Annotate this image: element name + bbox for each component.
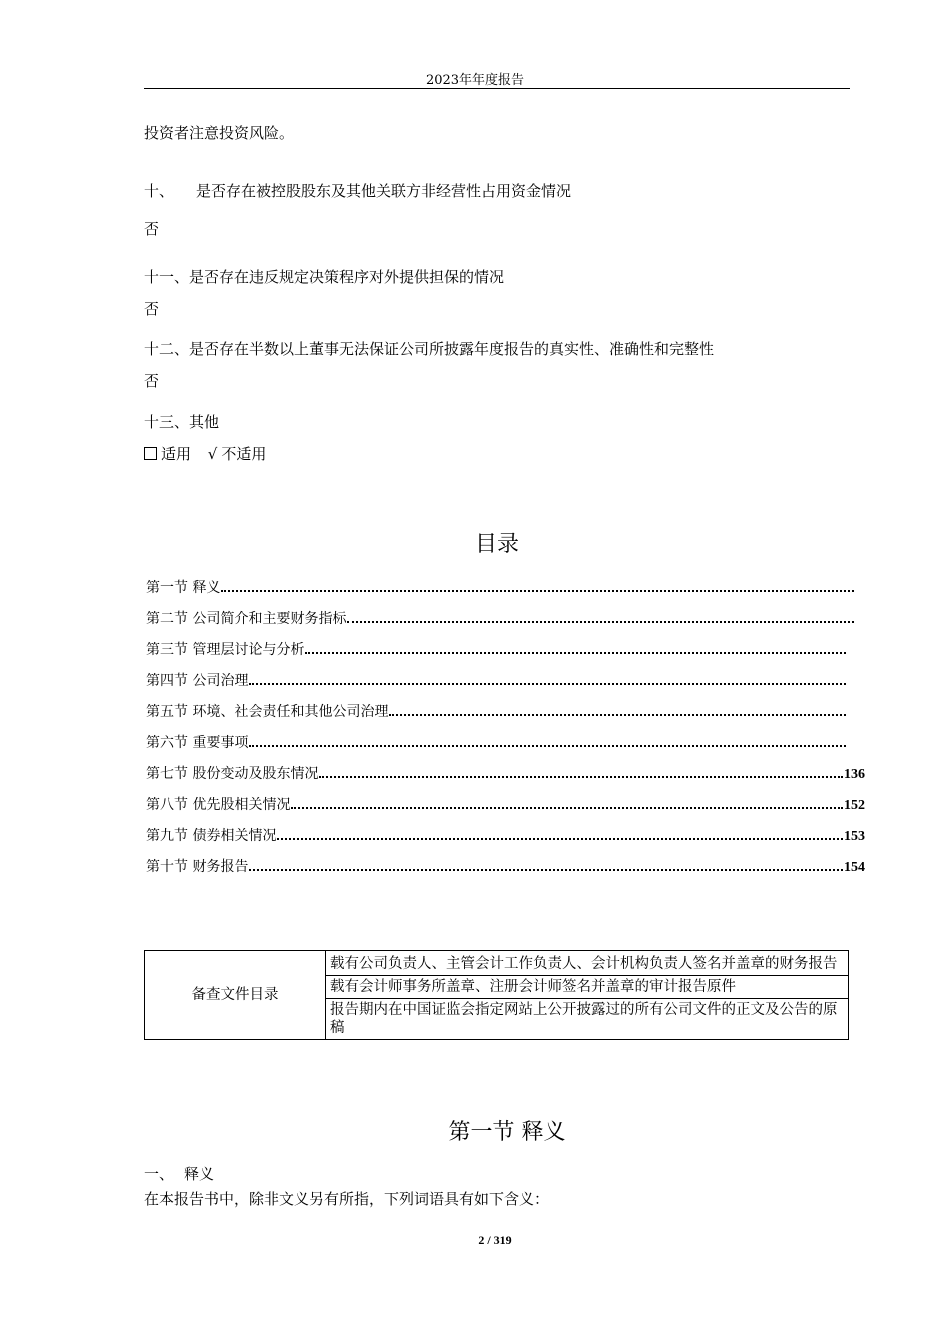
toc-entry[interactable] (146, 763, 865, 783)
toc-entry-page: 153 (844, 829, 865, 844)
toc-entry-label: 第二节 公司简介和主要财务指标 (146, 611, 347, 627)
toc-entry-label: 第五节 环境、社会责任和其他公司治理 (146, 704, 389, 720)
toc-entry[interactable] (146, 732, 847, 752)
item-11-answer: 否 (144, 300, 160, 318)
toc-leader (249, 683, 846, 685)
toc-entry-label: 第四节 公司治理 (146, 673, 249, 689)
item-12-text: 是否存在半数以上董事无法保证公司所披露年度报告的真实性、准确性和完整性 (189, 340, 715, 358)
toc-entry-label: 第三节 管理层讨论与分析 (146, 642, 305, 658)
reference-doc-item: 载有公司负责人、主管会计工作负责人、会计机构负责人签名并盖章的财务报告 (326, 951, 849, 976)
toc-entry[interactable] (146, 577, 855, 597)
toc-entry[interactable] (146, 670, 847, 690)
item-12-number: 十二、 (144, 340, 190, 358)
item-10-heading (144, 180, 571, 201)
toc-entry[interactable] (146, 701, 847, 721)
toc-leader (221, 590, 854, 592)
subsection-title: 释义 (184, 1165, 215, 1183)
toc-title: 目录 (474, 532, 519, 557)
applicable-label: 适用 (161, 445, 192, 463)
item-11-number: 十一、 (144, 268, 190, 286)
toc-leader (305, 652, 846, 654)
item-10-answer: 否 (144, 220, 160, 238)
intro-line: 投资者注意投资风险。 (144, 124, 295, 142)
toc-leader (347, 621, 854, 623)
check-mark-icon: √ (207, 445, 218, 463)
reference-docs-label: 备查文件目录 (145, 951, 326, 1040)
toc-entry[interactable] (146, 794, 865, 814)
toc-entry[interactable] (146, 639, 847, 659)
toc-entry[interactable] (146, 825, 865, 845)
toc-entry-label: 第十节 财务报告 (146, 859, 249, 875)
definitions-intro: 在本报告书中，除非文义另有所指，下列词语具有如下含义： (144, 1190, 550, 1208)
table-row (145, 951, 849, 976)
toc-entry-label: 第一节 释义 (146, 580, 221, 596)
item-11-heading (144, 266, 504, 287)
toc-entry-label: 第六节 重要事项 (146, 735, 249, 751)
applicability-row (144, 443, 270, 464)
header-divider (144, 88, 850, 89)
toc-entry-page: 154 (844, 860, 865, 875)
toc-entry[interactable] (146, 856, 865, 876)
header-title: 2023年年度报告 (425, 73, 525, 88)
subsection-heading (144, 1163, 214, 1184)
toc-leader (389, 714, 846, 716)
reference-doc-item: 报告期内在中国证监会指定网站上公开披露过的所有公司文件的正文及公告的原稿 (326, 999, 849, 1040)
toc-leader (291, 807, 843, 809)
toc-entry[interactable] (146, 608, 855, 628)
toc-entry-page: 136 (844, 767, 865, 782)
empty-checkbox-icon (144, 447, 157, 460)
toc-leader (249, 745, 846, 747)
not-applicable-label: 不适用 (221, 445, 267, 463)
item-10-text: 是否存在被控股股东及其他关联方非经营性占用资金情况 (196, 182, 572, 200)
item-12-heading (144, 338, 714, 359)
toc-entry-label: 第八节 优先股相关情况 (146, 797, 291, 813)
item-10-number: 十、 (144, 182, 175, 200)
toc-leader (277, 838, 843, 840)
toc-entry-label: 第九节 债券相关情况 (146, 828, 277, 844)
reference-docs-table (144, 950, 849, 1040)
toc-leader (319, 776, 843, 778)
toc-entry-label: 第七节 股份变动及股东情况 (146, 766, 319, 782)
toc-leader (249, 869, 843, 871)
toc-entry-page: 152 (844, 798, 865, 813)
reference-doc-item: 载有会计师事务所盖章、注册会计师签名并盖章的审计报告原件 (326, 976, 849, 999)
item-12-answer: 否 (144, 372, 160, 390)
section-title: 第一节 释义 (448, 1120, 566, 1145)
item-13-heading: 十三、其他 (144, 413, 220, 431)
item-11-text: 是否存在违反规定决策程序对外提供担保的情况 (189, 268, 505, 286)
page-number: 2 / 319 (478, 1233, 512, 1247)
subsection-number: 一、 (144, 1165, 175, 1183)
